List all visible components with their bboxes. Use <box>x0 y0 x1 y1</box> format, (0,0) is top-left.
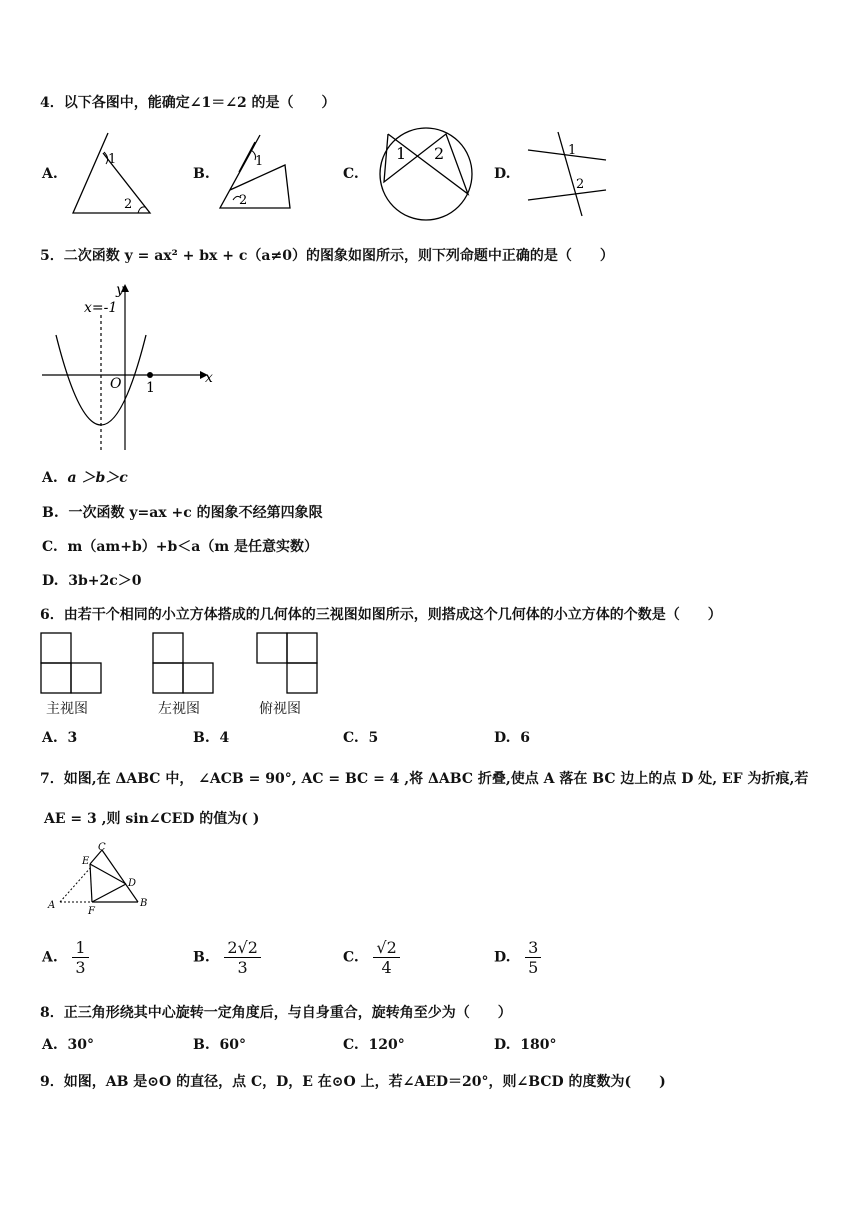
q7-stem-line1: 7．如图,在 ΔABC 中， ∠ACB = 90°, AC = BC = 4 ,将 ΔABC 折叠,使点 A 落在 BC 边上的点 D 处, EF 为折痕,若 <box>40 771 809 787</box>
angle-1-label: 1 <box>255 154 264 169</box>
angle-1-label: 1 <box>568 143 577 158</box>
q5-option-b[interactable]: B. 一次函数 y=ax +c 的图象不经第四象限 <box>42 505 323 521</box>
angle-1-label: 1 <box>396 144 407 163</box>
origin-label: O <box>110 376 122 392</box>
point-d-label: D <box>128 878 137 889</box>
q4-stem: 4．以下各图中，能确定∠1＝∠2 的是（ ） <box>40 95 336 111</box>
y-axis-label: y <box>116 282 124 298</box>
axis-of-symmetry-label: x=-1 <box>84 300 118 316</box>
q6-option-a[interactable]: A. 3 <box>42 730 78 746</box>
q5-option-d[interactable]: D. 3b+2c＞0 <box>42 573 142 589</box>
top-view-figure <box>256 632 321 696</box>
fraction: $\frac{2√2}{3}$ <box>224 938 261 977</box>
x-axis-label: x <box>205 370 213 386</box>
q8-option-b[interactable]: B. 60° <box>193 1037 246 1053</box>
front-view-figure <box>40 632 105 696</box>
point-a-label: A <box>48 900 56 911</box>
q5-option-c[interactable]: C. m（am+b）+b＜a（m 是任意实数） <box>42 539 319 555</box>
q6-option-d[interactable]: D. 6 <box>494 730 531 746</box>
q4-option-d[interactable]: D. <box>494 166 511 182</box>
q7-option-c[interactable]: C. $\frac{√2}{4}$ <box>343 938 400 977</box>
q4-option-b[interactable]: B. <box>193 166 210 182</box>
point-c-label: C <box>98 842 106 853</box>
angle-2-label: 2 <box>434 144 445 163</box>
angle-2-label: 2 <box>239 193 248 208</box>
q5-option-a[interactable]: A. a ＞b＞c <box>42 470 128 486</box>
q4-figure-a <box>68 128 158 218</box>
q8-option-a[interactable]: A. 30° <box>42 1037 94 1053</box>
angle-2-label: 2 <box>124 197 133 212</box>
q6-stem: 6．由若干个相同的小立方体搭成的几何体的三视图如图所示，则搭成这个几何体的小立方体的个数是（ ） <box>40 607 722 623</box>
angle-2-label: 2 <box>576 177 585 192</box>
q5-stem: 5．二次函数 y = ax² + bx + c（a≠0）的图象如图所示，则下列命题中正确的是（ ） <box>40 248 614 264</box>
q8-option-d[interactable]: D. 180° <box>494 1037 557 1053</box>
q4-option-a[interactable]: A. <box>42 166 58 182</box>
q5-parabola-graph <box>38 280 223 455</box>
q4-figure-d <box>520 128 610 218</box>
left-view-figure <box>152 632 217 696</box>
q4-figure-c <box>376 124 476 224</box>
q7-option-a[interactable]: A. $\frac{1}{3}$ <box>42 938 89 977</box>
q4-option-c[interactable]: C. <box>343 166 359 182</box>
left-view-label: 左视图 <box>158 701 200 717</box>
q7-option-d[interactable]: D. $\frac{3}{5}$ <box>494 938 541 977</box>
point-b-label: B <box>140 898 148 909</box>
point-one-label: 1 <box>146 380 155 396</box>
q8-option-c[interactable]: C. 120° <box>343 1037 405 1053</box>
q6-option-c[interactable]: C. 5 <box>343 730 379 746</box>
q7-option-b[interactable]: B. $\frac{2√2}{3}$ <box>193 938 261 977</box>
angle-1-label: 1 <box>108 152 117 167</box>
q8-stem: 8．正三角形绕其中心旋转一定角度后，与自身重合，旋转角至少为（ ） <box>40 1005 512 1021</box>
point-e-label: E <box>82 856 90 867</box>
top-view-label: 俯视图 <box>259 701 301 717</box>
front-view-label: 主视图 <box>46 701 88 717</box>
fraction: $\frac{√2}{4}$ <box>373 938 399 977</box>
q4-figure-b <box>215 130 297 212</box>
q7-stem-line2: AE = 3 ,则 sin∠CED 的值为( ) <box>44 811 260 827</box>
fraction: $\frac{3}{5}$ <box>525 938 541 977</box>
q7-triangle-figure <box>40 842 160 920</box>
fraction: $\frac{1}{3}$ <box>72 938 88 977</box>
point-f-label: F <box>88 906 95 917</box>
q9-stem: 9．如图，AB 是⊙O 的直径，点 C，D，E 在⊙O 上，若∠AED＝20°，则∠BCD 的度数为( ) <box>40 1074 666 1090</box>
q6-option-b[interactable]: B. 4 <box>193 730 230 746</box>
